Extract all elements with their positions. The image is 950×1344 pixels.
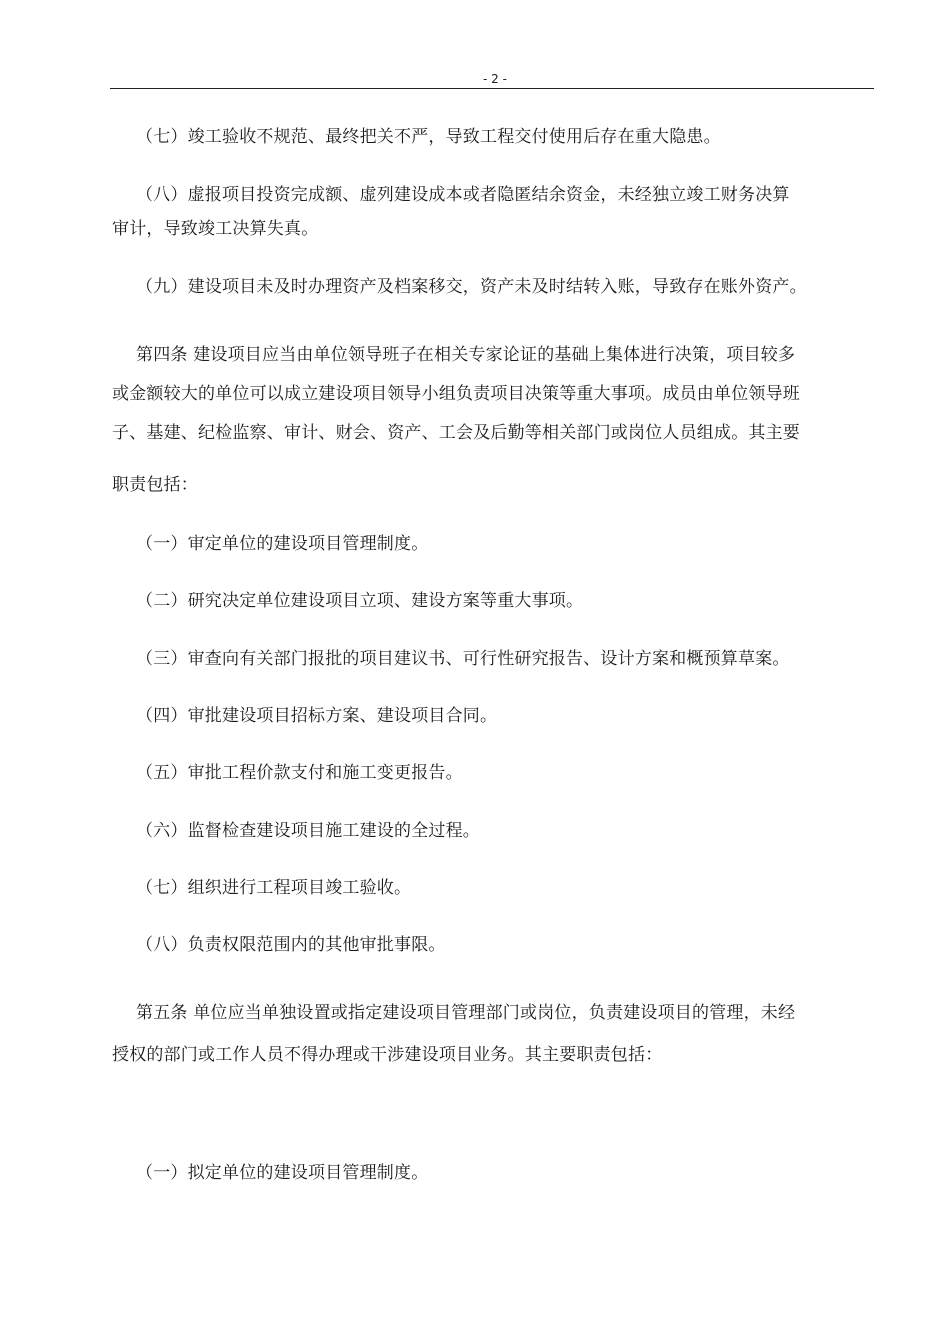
article-4-line-1: 第四条 建设项目应当由单位领导班子在相关专家论证的基础上集体进行决策，项目较多 xyxy=(136,345,796,365)
article-4-line-2: 或金额较大的单位可以成立建设项目领导小组负责项目决策等重大事项。成员由单位领导班 xyxy=(112,384,800,404)
page-number: - 2 - xyxy=(483,72,507,86)
article-5-duty-item-1: （一）拟定单位的建设项目管理制度。 xyxy=(136,1163,429,1183)
header-rule xyxy=(110,88,874,89)
article-4-line-4: 职责包括： xyxy=(112,475,198,495)
duty-item-8: （八）负责权限范围内的其他审批事限。 xyxy=(136,935,446,955)
duty-item-6: （六）监督检查建设项目施工建设的全过程。 xyxy=(136,821,480,841)
list-item-7-acceptance: （七）竣工验收不规范、最终把关不严，导致工程交付使用后存在重大隐患。 xyxy=(136,127,721,147)
article-5-line-2: 授权的部门或工作人员不得办理或干涉建设项目业务。其主要职责包括： xyxy=(112,1045,663,1065)
list-item-8-false-report: （八）虚报项目投资完成额、虚列建设成本或者隐匿结余资金，未经独立竣工财务决算 xyxy=(136,185,790,205)
duty-item-4: （四）审批建设项目招标方案、建设项目合同。 xyxy=(136,706,498,726)
list-item-8-continued: 审计，导致竣工决算失真。 xyxy=(112,219,319,239)
list-item-9-asset-transfer: （九）建设项目未及时办理资产及档案移交，资产未及时结转入账，导致存在账外资产。 xyxy=(136,277,807,297)
article-5-line-1: 第五条 单位应当单独设置或指定建设项目管理部门或岗位，负责建设项目的管理，未经 xyxy=(136,1003,796,1023)
duty-item-1: （一）审定单位的建设项目管理制度。 xyxy=(136,534,429,554)
duty-item-7: （七）组织进行工程项目竣工验收。 xyxy=(136,878,412,898)
article-4-line-3: 子、基建、纪检监察、审计、财会、资产、工会及后勤等相关部门或岗位人员组成。其主要 xyxy=(112,423,800,443)
duty-item-3: （三）审查向有关部门报批的项目建议书、可行性研究报告、设计方案和概预算草案。 xyxy=(136,649,790,669)
duty-item-2: （二）研究决定单位建设项目立项、建设方案等重大事项。 xyxy=(136,591,584,611)
duty-item-5: （五）审批工程价款支付和施工变更报告。 xyxy=(136,763,463,783)
